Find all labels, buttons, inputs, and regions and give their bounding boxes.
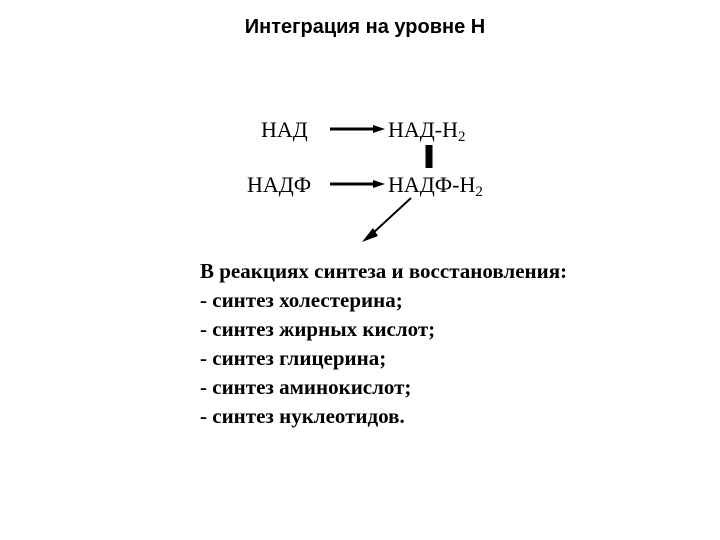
list-item: - синтез жирных кислот;	[200, 317, 436, 341]
nad-label: НАД	[261, 117, 308, 142]
nad-h2-subscript: 2	[458, 129, 466, 145]
page-title: Интеграция на уровне Н	[244, 16, 486, 38]
reactions-heading: В реакциях синтеза и восстановления:	[200, 259, 568, 283]
list-item: - синтез глицерина;	[200, 346, 387, 370]
nad-h2-text: НАД-Н	[388, 117, 458, 142]
nadf-h2-subscript: 2	[475, 184, 483, 200]
list-item: - синтез холестерина;	[200, 288, 403, 312]
arrowhead-nadf-to-nadfh	[373, 180, 385, 188]
nadf-label: НАДФ	[247, 172, 312, 197]
nadf-h2-text: НАДФ-Н	[388, 172, 476, 197]
list-item: - синтез нуклеотидов.	[200, 404, 405, 428]
list-item: - синтез аминокислот;	[200, 375, 412, 399]
arrowhead-nad-to-nadh	[373, 125, 385, 133]
arrow-to-reactions	[372, 198, 411, 234]
reactions-list	[200, 257, 567, 431]
